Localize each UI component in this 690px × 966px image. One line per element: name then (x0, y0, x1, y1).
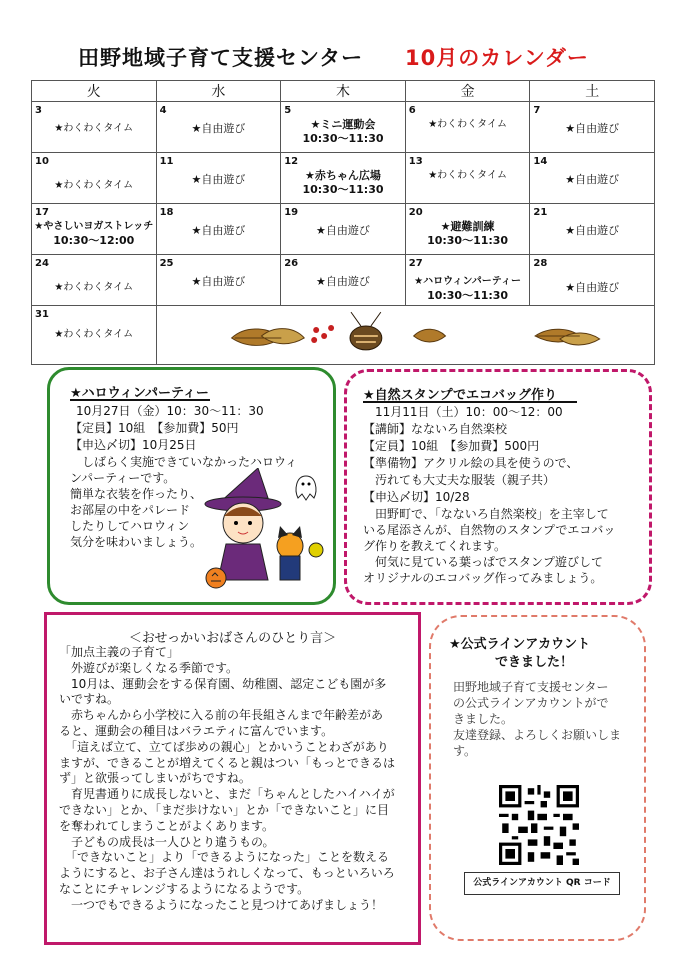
halloween-desc: 簡単な衣装を作ったり、 (70, 487, 203, 501)
eco-bag-desc: オリジナルのエコバッグ作ってみましょう。 (363, 571, 603, 585)
day-event (32, 220, 156, 248)
day-event: ★わくわくタイム (54, 282, 134, 293)
weekday-header: 金 (405, 81, 530, 102)
calendar-day (32, 153, 157, 204)
calendar-day (405, 153, 530, 204)
day-number: 6 (408, 105, 416, 116)
day-number: 25 (159, 258, 174, 269)
calendar-day (405, 204, 530, 255)
halloween-date: 10月27日（金）10：30～11：30 (76, 404, 264, 418)
column-line: 育児書通りに成長しないと、まだ「ちゃんとしたハイハイが (59, 787, 395, 802)
line-account-line: 友達登録、よろしくお願いしま (453, 728, 622, 742)
day-number: 12 (284, 156, 299, 167)
day-number: 13 (408, 156, 423, 167)
calendar-title: 10月のカレンダー (405, 46, 589, 70)
day-event: ★自由遊び (191, 122, 246, 135)
event-time: 10:30～12:00 (53, 234, 135, 247)
line-account-title-2: できました！ (495, 655, 574, 670)
day-event: ★自由遊び (316, 224, 370, 237)
day-number: 21 (533, 207, 548, 218)
day-event (406, 275, 530, 303)
day-event: ★自由遊び (565, 122, 620, 135)
day-event: ★自由遊び (565, 224, 620, 237)
day-number: 10 (35, 156, 49, 167)
halloween-desc: しばらく実施できていなかったハロウィ (70, 455, 298, 469)
eco-bag-desc: いる尾添さんが、自然物のスタンプでエコバッ (363, 523, 616, 537)
day-number: 5 (284, 105, 292, 116)
column-line: 赤ちゃんから小学校に入る前の年長組さんまで年齢差があ (59, 708, 384, 723)
column-line: なことにチャレンジするようになるようです。 (59, 881, 310, 896)
calendar-day (156, 204, 281, 255)
weekday-header: 水 (156, 81, 281, 102)
calendar-day (32, 255, 157, 306)
halloween-deadline: 【申込〆切】10月25日 (70, 438, 197, 452)
day-number: 14 (533, 156, 548, 167)
header (0, 40, 690, 74)
event-name: ★ハロウィンパーティー (414, 276, 522, 287)
line-account-line: 田野地域子育て支援センター (453, 680, 609, 694)
calendar-week (32, 306, 655, 365)
day-event: ★自由遊び (191, 173, 246, 186)
eco-bag-desc: 田野町で、「なないろ自然楽校」を主宰して (363, 507, 609, 521)
column-line: 一つでもできるようになったこと見つけてあげましょう！ (59, 897, 384, 912)
day-event (281, 169, 405, 197)
eco-bag-items: 汚れても大丈夫な服装（親子共） (363, 473, 556, 487)
calendar-day (530, 255, 655, 306)
line-account-line: す。 (453, 744, 477, 758)
halloween-desc: したりしてハロウィン (70, 519, 190, 533)
day-number: 18 (159, 207, 174, 218)
eco-bag-desc: 何気に見ている葉っぱでスタンプ遊びして (363, 555, 604, 569)
calendar-day (530, 204, 655, 255)
column-line: 「加点主義の子育て」 (59, 645, 180, 659)
day-event: ★わくわくタイム (428, 119, 507, 130)
halloween-title: ★ハロウィンパーティー (70, 386, 209, 401)
day-number: 4 (159, 105, 167, 116)
eco-bag-deadline: 【申込〆切】10/28 (363, 490, 470, 504)
weekday-header: 木 (281, 81, 406, 102)
weekday-header: 火 (32, 81, 157, 102)
halloween-desc: お部屋の中をパレード (70, 503, 191, 517)
calendar-week (32, 255, 655, 306)
day-number: 19 (284, 207, 299, 218)
event-name: ★やさしいヨガストレッチ (34, 221, 154, 232)
calendar-day (281, 255, 406, 306)
event-time: 10:30～11:30 (427, 289, 509, 302)
calendar-day (530, 102, 655, 153)
calendar-day (156, 153, 281, 204)
day-number: 24 (35, 258, 49, 269)
day-event (406, 220, 530, 248)
calendar-day (281, 153, 406, 204)
eco-bag-date: 11月11日（土）10：00～12：00 (363, 405, 563, 419)
qr-code-icon[interactable] (499, 785, 579, 865)
column-body (59, 645, 395, 914)
calendar-day (405, 255, 530, 306)
column-line: できない」とか、「まだ歩けない」とか「できないこと」に目 (59, 802, 390, 817)
calendar-week (32, 204, 655, 255)
calendar-day (156, 102, 281, 153)
day-number: 28 (533, 258, 548, 269)
halloween-party-box (47, 367, 336, 605)
halloween-desc: ンパーティーです。 (70, 471, 176, 485)
calendar-day (405, 102, 530, 153)
event-time: 10:30～11:30 (302, 183, 384, 196)
eco-bag-desc: グ作りを教えてくれます。 (363, 539, 507, 553)
calendar-day (32, 306, 157, 365)
witch-girl-illustration-icon (198, 468, 330, 594)
halloween-desc: 気分を味わいましょう。 (70, 535, 203, 549)
day-event: ★わくわくタイム (54, 180, 134, 191)
calendar-day (281, 204, 406, 255)
day-number: 27 (408, 258, 423, 269)
column-line: 「できないこと」より「できるようになった」ことを数える (59, 850, 390, 865)
day-number: 11 (159, 156, 174, 167)
calendar-week (32, 102, 655, 153)
column-line: 子どもの成長は一人ひとり違うもの。 (59, 834, 275, 849)
calendar-week (32, 153, 655, 204)
weekday-header: 土 (530, 81, 655, 102)
column-line: ようにすると、お子さん達はうれしくなって、もっといろいろ (59, 866, 395, 881)
eco-bag-items: 【準備物】アクリル絵の具を使うので、 (363, 456, 579, 470)
day-event: ★自由遊び (565, 173, 620, 186)
event-time: 10:30～11:30 (302, 132, 384, 145)
eco-bag-title: ★自然スタンプでエコバッグ作り (363, 388, 558, 403)
page-title: 田野地域子育て支援センター (78, 46, 364, 70)
calendar-table (31, 80, 655, 365)
day-number: 20 (408, 207, 423, 218)
halloween-capacity: 【定員】10組 【参加費】50円 (70, 421, 239, 435)
calendar-day (281, 102, 406, 153)
column-line: 10月は、運動会をする保育園、幼稚園、認定こども園が多 (59, 676, 387, 691)
day-number: 31 (35, 309, 49, 320)
calendar-day (530, 153, 655, 204)
calendar-day (32, 204, 157, 255)
day-number: 17 (35, 207, 49, 218)
event-time: 10:30～11:30 (427, 234, 509, 247)
column-title: ＜おせっかいおばさんのひとり言＞ (128, 631, 337, 646)
column-line: ますが、できることが増えてくると親はつい「もっとできるは (59, 755, 396, 770)
column-line: 「這えば立て、立てば歩めの親心」とかいうことわざがあり (59, 739, 389, 754)
column-line: 外遊びが楽しくなる季節です。 (59, 660, 239, 675)
line-account-desc (453, 679, 621, 759)
day-event: ★わくわくタイム (54, 329, 134, 340)
day-event (281, 118, 405, 146)
title-underline (70, 399, 210, 401)
line-account-title: ★公式ラインアカウント (449, 637, 591, 652)
weekday-row (32, 81, 655, 102)
day-number: 7 (533, 105, 541, 116)
line-account-line: の公式ラインアカウントがで (453, 696, 609, 710)
day-event: ★自由遊び (191, 224, 246, 237)
leaves-icon (157, 306, 654, 361)
event-name: ★赤ちゃん広場 (305, 169, 381, 182)
eco-bag-instructor: 【講師】なないろ自然楽校 (363, 422, 508, 436)
column-line: ず」と欲張ってしまいがちですね。 (59, 771, 251, 786)
day-event: ★自由遊び (565, 281, 620, 294)
day-event: ★わくわくタイム (428, 170, 507, 181)
calendar-day (32, 102, 157, 153)
line-account-line: きました。 (453, 712, 514, 726)
column-line: いですね。 (59, 692, 120, 707)
qr-code-caption: 公式ラインアカウント QR コード (464, 872, 620, 895)
day-number: 3 (35, 105, 42, 116)
column-line: ると、運動会の種目はバラエティに富んでいます。 (59, 723, 334, 738)
event-name: ★避難訓練 (440, 220, 495, 233)
autumn-leaves-illustration (156, 306, 654, 365)
day-event: ★自由遊び (316, 275, 370, 288)
column-line: を奪われてしまうことがよくあります。 (59, 818, 275, 833)
calendar-day (156, 255, 281, 306)
title-underline (363, 401, 577, 403)
day-event: ★自由遊び (191, 275, 246, 288)
event-name: ★ミニ運動会 (310, 118, 376, 131)
eco-bag-capacity: 【定員】10組 【参加費】500円 (363, 439, 540, 453)
column-box (44, 612, 421, 945)
day-number: 26 (284, 258, 299, 269)
eco-bag-workshop-box (344, 369, 652, 605)
day-event: ★わくわくタイム (54, 123, 134, 134)
